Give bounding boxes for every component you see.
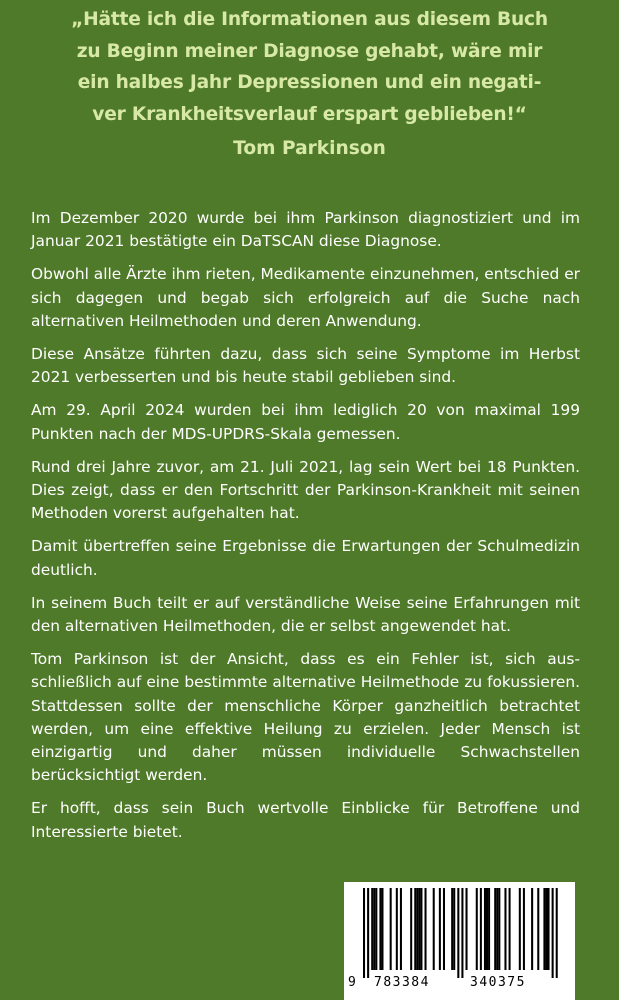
barcode-bar: [548, 888, 550, 970]
barcode-bar: [556, 888, 558, 978]
barcode-bar: [496, 888, 498, 970]
barcode-digits: [344, 975, 575, 995]
paragraph: Rund drei Jahre zuvor, am 21. Juli 2021, lag sein Wert bei 18 Punkten. Dies zeigt, dass er den Fortschritt der Parkinson-Krankheit mit seinen Methoden vorerst aufgehalten hat.: [31, 457, 580, 523]
barcode-bar: [476, 888, 478, 970]
paragraph: Diese Ansätze führten dazu, dass sich seine Symptome im Herbst 2021 verbesserten und bis heute stabil geblieben sind.: [31, 345, 580, 387]
barcode-bar: [453, 888, 455, 970]
barcode-right-group: 340375: [470, 975, 526, 990]
blurb-quote: [16, 4, 603, 130]
barcode-bar: [461, 888, 463, 978]
paragraph: In seinem Buch teilt er auf verständliche Weise seine Erfahrungen mit den alternativen Heilmethoden, die er selbst angewendet hat.: [31, 593, 580, 636]
paragraph: Damit übertreffen seine Ergebnisse die Erwartungen der Schulmedizin deutlich.: [31, 537, 580, 579]
barcode-bar: [484, 888, 486, 970]
barcode-bar: [373, 888, 375, 970]
paragraph: Im Dezember 2020 wurde bei ihm Parkinson diagnostiziert und im Januar 2021 bestätigte ein DaTSCAN diese Diagnose.: [31, 209, 580, 251]
paragraph: Obwohl alle Ärzte ihm rieten, Medikamente einzunehmen, entschied er sich dagegen und begab sich erfolgreich auf die Suche nach alternativen Heilmethoden und deren Anwendung.: [31, 265, 580, 330]
barcode-bar: [416, 888, 418, 970]
barcode-bar: [433, 888, 435, 970]
barcode-bar: [375, 888, 377, 970]
paragraph: Am 29. April 2024 wurden bei ihm lediglich 20 von maximal 199 Punkten nach der MDS-UPDRS-Skala gemessen.: [31, 401, 580, 443]
barcode-bar: [457, 888, 459, 978]
barcode-bar: [451, 888, 453, 970]
barcode-bar: [414, 888, 416, 970]
barcode-bar: [480, 888, 482, 970]
barcode-bar: [504, 888, 506, 970]
barcode-bars: [352, 888, 567, 978]
barcode-bar: [543, 888, 545, 970]
barcode-bar: [494, 888, 496, 970]
barcode-left-group: 783384: [374, 975, 430, 990]
paragraph: Tom Parkinson ist der Ansicht, dass es ein Fehler ist, sich ausschließlich auf eine bestimmte alternative Heilmethode zu fokussieren. Stattdessen sollte der menschliche Körper ganzheitlich betrachtet werden, um eine effektive Heilung zu erzielen. Jeder Mensch ist einzigartig und daher müssen individuelle Schwachstellen berücksichtigt werden.: [31, 650, 580, 785]
barcode-bar: [531, 888, 533, 970]
quote-line: zu Beginn meiner Diagnose gehabt, wäre mir: [76, 40, 543, 62]
quote-line: „Hätte ich die Informationen aus diesem Buch: [71, 9, 548, 30]
barcode-bar: [537, 888, 539, 970]
barcode-bar: [552, 888, 554, 978]
barcode-bar: [443, 888, 445, 970]
barcode-bar: [410, 888, 412, 970]
barcode-bar: [486, 888, 488, 970]
quote-line: ver Krankheitsverlauf erspart geblieben!“: [92, 103, 527, 125]
quote-author: Tom Parkinson: [233, 138, 386, 159]
barcode-bar: [523, 888, 525, 970]
paragraph: Er hofft, dass sein Buch wertvolle Einblicke für Betroffene und Interessierte bietet.: [31, 799, 580, 841]
barcode-bar: [379, 888, 381, 970]
barcode-bar: [418, 888, 420, 970]
barcode-bar: [400, 888, 402, 970]
barcode-bar: [519, 888, 521, 970]
barcode-bar: [396, 888, 398, 970]
barcode-bar: [363, 888, 365, 978]
quote-block: [16, 0, 603, 162]
barcode-bar: [466, 888, 468, 970]
barcode-bar: [509, 888, 511, 970]
barcode-bar: [545, 888, 547, 970]
barcode-bar: [425, 888, 427, 970]
back-cover-text: [31, 207, 580, 854]
barcode-bar: [381, 888, 383, 970]
barcode-bar: [390, 888, 392, 970]
barcode-bar: [367, 888, 369, 978]
barcode-bar: [439, 888, 441, 970]
isbn-barcode: [344, 882, 575, 1000]
barcode-bar: [488, 888, 490, 970]
barcode-first-digit: 9: [348, 975, 358, 990]
barcode-bar: [371, 888, 373, 970]
quote-line: ein halbes Jahr Depressionen und ein negati-: [77, 72, 542, 93]
barcode-bar: [498, 888, 500, 970]
barcode-bar: [420, 888, 422, 970]
